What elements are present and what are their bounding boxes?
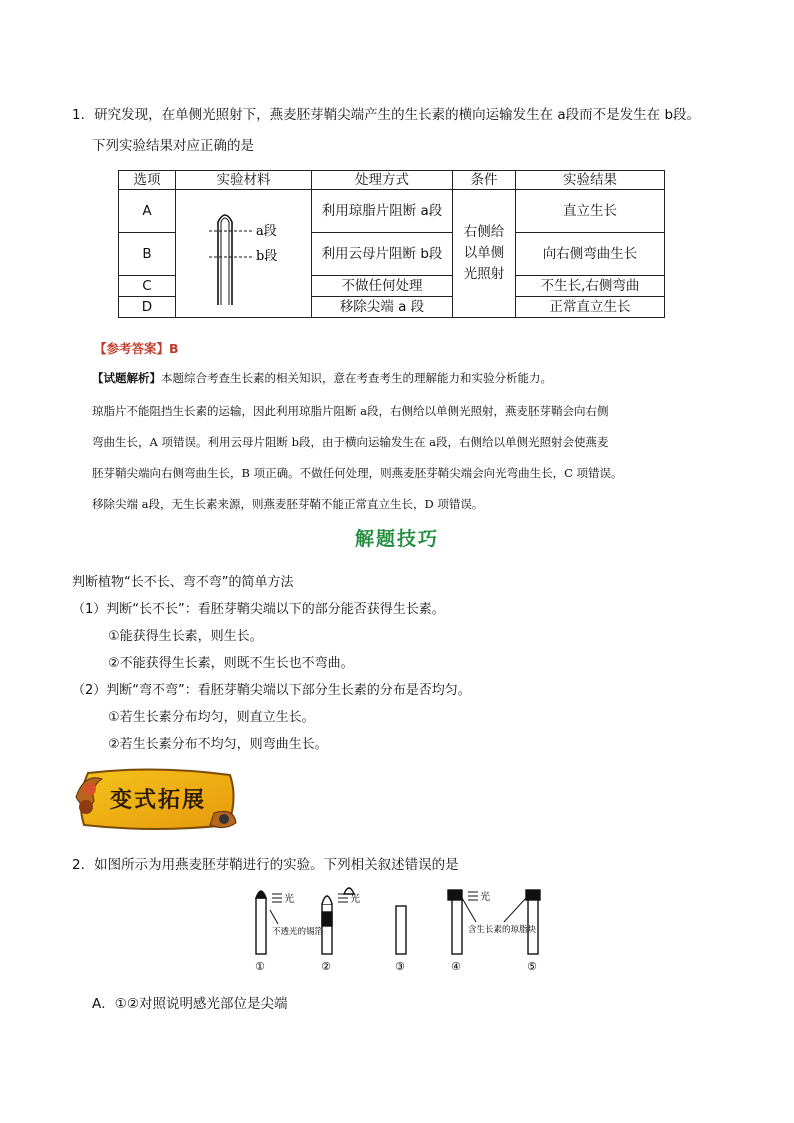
- material-cell: [176, 190, 312, 318]
- figure-number: ④: [451, 960, 461, 973]
- explanation-line: 琼脂片不能阻挡生长素的运输，因此利用琼脂片阻断 a段，右侧给以单侧光照射，燕麦胚芽鞘会向右侧: [92, 404, 609, 418]
- explanation-line: 弯曲生长，A 项错误。利用云母片阻断 b段，由于横向运输发生在 a段，右侧给以单侧光照射会使燕麦: [92, 435, 609, 449]
- table-header-row: [119, 171, 665, 190]
- treatment-cell: 利用琼脂片阻断 a段: [312, 190, 453, 233]
- question-1-line-2: 下列实验结果对应正确的是: [92, 138, 254, 154]
- question-2-stem: 2．如图所示为用燕麦胚芽鞘进行的实验。下列相关叙述错误的是: [72, 857, 459, 873]
- header-result: 实验结果: [516, 171, 665, 190]
- result-cell: 正常直立生长: [516, 297, 665, 318]
- experiment-figure: [250, 884, 550, 974]
- table-row: [119, 190, 665, 233]
- treatment-cell: 移除尖端 a 段: [312, 297, 453, 318]
- result-cell: 直立生长: [516, 190, 665, 233]
- tip-item: ②若生长素分布不均匀，则弯曲生长。: [108, 737, 328, 752]
- light-label: 光: [480, 892, 490, 903]
- tip-item: （1）判断“长不长”：看胚芽鞘尖端以下的部分能否获得生长素。: [72, 602, 445, 617]
- light-label: 光: [284, 894, 294, 905]
- experiment-table: [118, 170, 665, 318]
- option-cell: A: [119, 190, 176, 233]
- answer-value: B: [169, 341, 179, 356]
- option-cell: D: [119, 297, 176, 318]
- b-segment-label: b段: [256, 249, 278, 264]
- figure-number: ⑤: [527, 960, 537, 973]
- a-segment-label: a段: [256, 224, 277, 239]
- tip-item: （2）判断“弯不弯”：看胚芽鞘尖端以下部分生长素的分布是否均匀。: [72, 683, 471, 698]
- answer-line: [94, 339, 179, 357]
- tips-title: 判断植物“长不长、弯不弯”的简单方法: [72, 575, 294, 590]
- explanation-line: 胚芽鞘尖端向右侧弯曲生长，B 项正确。不做任何处理，则燕麦胚芽鞘尖端会向光弯曲生长，C 项错误。: [92, 466, 623, 480]
- header-material: 实验材料: [176, 171, 312, 190]
- tip-item: ①能获得生长素，则生长。: [108, 629, 263, 644]
- header-condition: 条件: [453, 171, 516, 190]
- header-option: 选项: [119, 171, 176, 190]
- section-title: 解题技巧: [354, 528, 439, 550]
- explanation-line: 移除尖端 a段，无生长素来源，则燕麦胚芽鞘不能正常直立生长，D 项错误。: [92, 497, 484, 511]
- figure-number: ③: [395, 960, 405, 973]
- option-cell: C: [119, 276, 176, 297]
- result-cell: 不生长,右侧弯曲: [516, 276, 665, 297]
- treatment-cell: 不做任何处理: [312, 276, 453, 297]
- foil-label: 不透光的锡箔: [272, 927, 324, 937]
- choice-a: A．①②对照说明感光部位是尖端: [92, 996, 288, 1012]
- banner-text: 变式拓展: [109, 787, 207, 813]
- explanation-intro-text: 本题综合考查生长素的相关知识，意在考查考生的理解能力和实验分析能力。: [161, 371, 552, 385]
- explanation-tag: 【试题解析】: [92, 371, 161, 385]
- option-cell: B: [119, 233, 176, 276]
- explanation-intro: [92, 370, 552, 386]
- treatment-cell: 利用云母片阻断 b段: [312, 233, 453, 276]
- coleoptile-diagram: [176, 190, 311, 312]
- question-1-line-1: 1．研究发现，在单侧光照射下，燕麦胚芽鞘尖端产生的生长素的横向运输发生在 a段而不是发生在 b段。: [72, 107, 701, 123]
- variant-extension-banner: [74, 767, 238, 831]
- figure-number: ②: [321, 960, 331, 973]
- result-cell: 向右侧弯曲生长: [516, 233, 665, 276]
- light-label: 光: [350, 894, 360, 905]
- header-treatment: 处理方式: [312, 171, 453, 190]
- answer-tag: 【参考答案】: [94, 341, 170, 356]
- condition-cell: 右侧给以单侧光照射: [453, 190, 516, 318]
- agar-label: 含生长素的琼脂块: [468, 925, 537, 935]
- figure-number: ①: [255, 960, 265, 973]
- tip-item: ①若生长素分布均匀，则直立生长。: [108, 710, 315, 725]
- tip-item: ②不能获得生长素，则既不生长也不弯曲。: [108, 656, 354, 671]
